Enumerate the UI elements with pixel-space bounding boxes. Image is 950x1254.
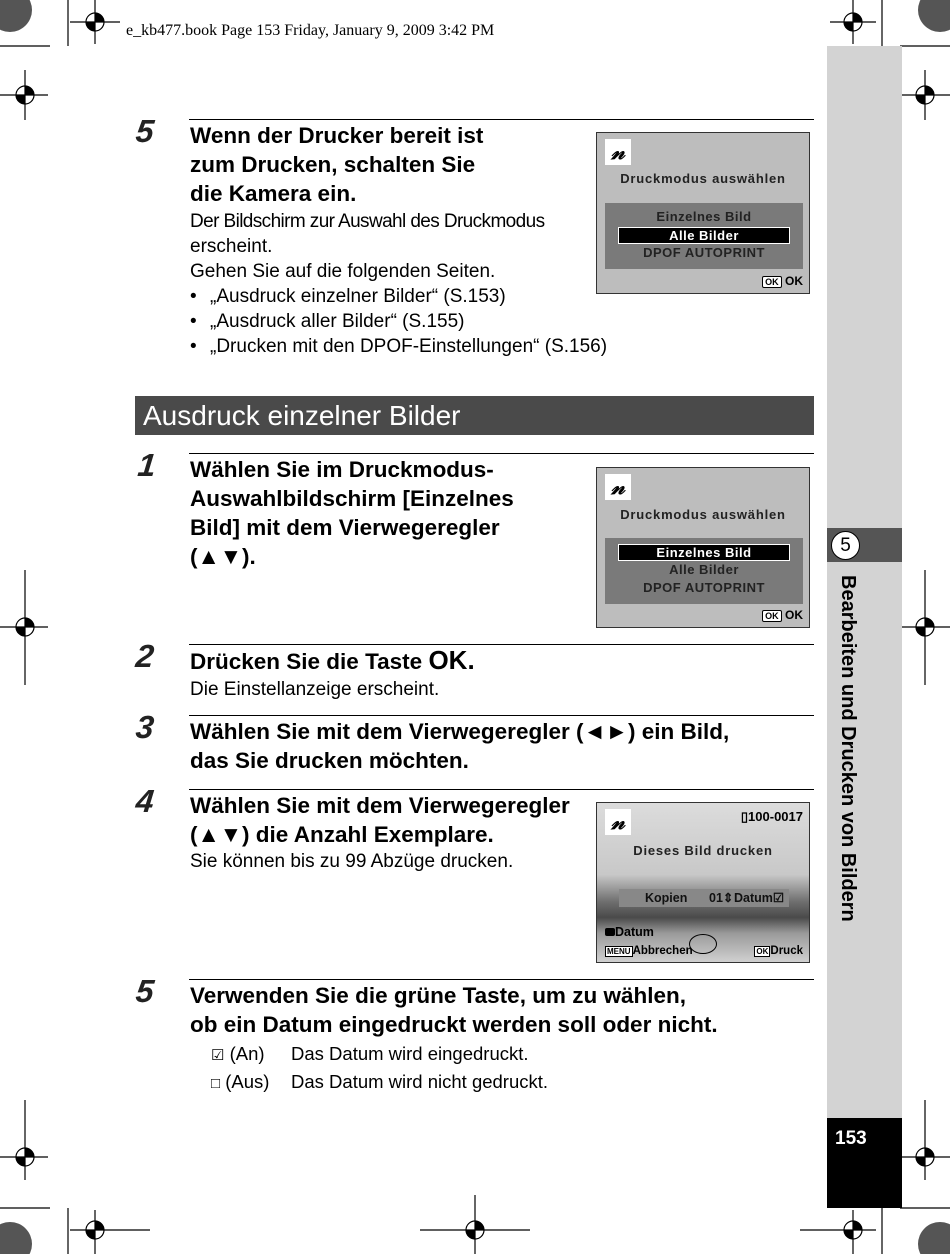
chapter-number: 5 bbox=[831, 531, 860, 560]
menu-item: DPOF AUTOPRINT bbox=[643, 580, 765, 595]
menu-item: DPOF AUTOPRINT bbox=[643, 245, 765, 260]
step-heading: Verwenden Sie die grüne Taste, um zu wählen, ob ein Datum eingedruckt werden soll oder nicht. bbox=[190, 983, 718, 1037]
four-way-controller-icon bbox=[689, 934, 717, 954]
section-title: Ausdruck einzelner Bilder bbox=[135, 396, 814, 435]
step-rule bbox=[189, 119, 814, 120]
pictbridge-icon: 𝓃 bbox=[605, 139, 631, 165]
step-rule bbox=[189, 979, 814, 980]
green-button-hint: Datum bbox=[605, 925, 654, 939]
step-heading: Wählen Sie mit dem Vierwegeregler (◄►) ein Bild, das Sie drucken möchten. bbox=[190, 719, 730, 773]
step-number: 4 bbox=[134, 783, 156, 819]
step-heading: Drücken Sie die Taste OK. bbox=[190, 645, 475, 675]
step-heading: Wenn der Drucker bereit ist zum Drucken, schalten Sie die Kamera ein. bbox=[190, 123, 484, 206]
step-number: 2 bbox=[134, 638, 156, 674]
reference-list bbox=[190, 284, 607, 359]
step-rule bbox=[189, 789, 814, 790]
list-item: • „Drucken mit den DPOF-Einstellungen“ (S.156) bbox=[190, 334, 607, 359]
checkbox-checked-icon: ☑ bbox=[211, 1047, 225, 1064]
camera-screen-print-mode: 𝓃 Druckmodus auswählen Einzelnes Bild Alle Bilder DPOF AUTOPRINT OK OK bbox=[596, 132, 810, 294]
copies-row: Kopien 01⇕ Datum☑ bbox=[619, 889, 789, 907]
list-item: • „Ausdruck einzelner Bilder“ (S.153) bbox=[190, 284, 607, 309]
menu-list bbox=[605, 203, 803, 269]
menu-item-selected: Alle Bilder bbox=[618, 227, 790, 244]
camera-screen-print-single: 𝓃 ▯100-0017 Dieses Bild drucken Kopien 01⇕ Datum☑ Datum MENU Abbrechen OK Druck bbox=[596, 802, 810, 963]
file-number: ▯100-0017 bbox=[740, 809, 803, 824]
print-header: e_kb477.book Page 153 Friday, January 9, 2009 3:42 PM bbox=[126, 22, 495, 39]
step-rule bbox=[189, 715, 814, 716]
step-number: 5 bbox=[134, 973, 156, 1009]
step-body: Der Bildschirm zur Auswahl des Druckmodus erscheint. Gehen Sie auf die folgenden Seiten. bbox=[190, 211, 545, 282]
step-number: 5 bbox=[134, 113, 156, 149]
step-number: 3 bbox=[134, 709, 156, 745]
option-date-off: □ (Aus) Das Datum wird nicht gedruckt. bbox=[211, 1071, 549, 1092]
page-number: 153 bbox=[827, 1118, 902, 1208]
menu-item-selected: Einzelnes Bild bbox=[618, 544, 790, 561]
ok-hint: OK OK bbox=[762, 608, 803, 622]
checkbox-empty-icon: □ bbox=[211, 1075, 221, 1092]
step-rule bbox=[189, 453, 814, 454]
ok-hint: OK OK bbox=[762, 274, 803, 288]
step-rule bbox=[189, 644, 814, 645]
chapter-title: Bearbeiten und Drucken von Bildern bbox=[837, 575, 859, 922]
step-heading: Wählen Sie im Druckmodus- Auswahlbildschirm [Einzelnes Bild] mit dem Vierwegeregler (▲▼). bbox=[190, 457, 514, 569]
step-number: 1 bbox=[136, 447, 158, 483]
menu-item: Alle Bilder bbox=[669, 562, 739, 577]
camera-screen-print-mode: 𝓃 Druckmodus auswählen Einzelnes Bild Alle Bilder DPOF AUTOPRINT OK OK bbox=[596, 467, 810, 628]
option-date-on: ☑ (An) Das Datum wird eingedruckt. bbox=[211, 1043, 529, 1064]
step-body: Die Einstellanzeige erscheint. bbox=[190, 679, 440, 700]
pictbridge-icon: 𝓃 bbox=[605, 809, 631, 835]
step-body: Sie können bis zu 99 Abzüge drucken. bbox=[190, 851, 514, 872]
pictbridge-icon: 𝓃 bbox=[605, 474, 631, 500]
menu-item: Einzelnes Bild bbox=[656, 209, 752, 224]
menu-cancel-hint: MENU Abbrechen bbox=[607, 945, 693, 957]
step-heading: Wählen Sie mit dem Vierwegeregler (▲▼) die Anzahl Exemplare. bbox=[190, 793, 570, 847]
menu-list bbox=[605, 538, 803, 604]
list-item: • „Ausdruck aller Bilder“ (S.155) bbox=[190, 309, 607, 334]
ok-print-hint: OK Druck bbox=[756, 945, 803, 957]
